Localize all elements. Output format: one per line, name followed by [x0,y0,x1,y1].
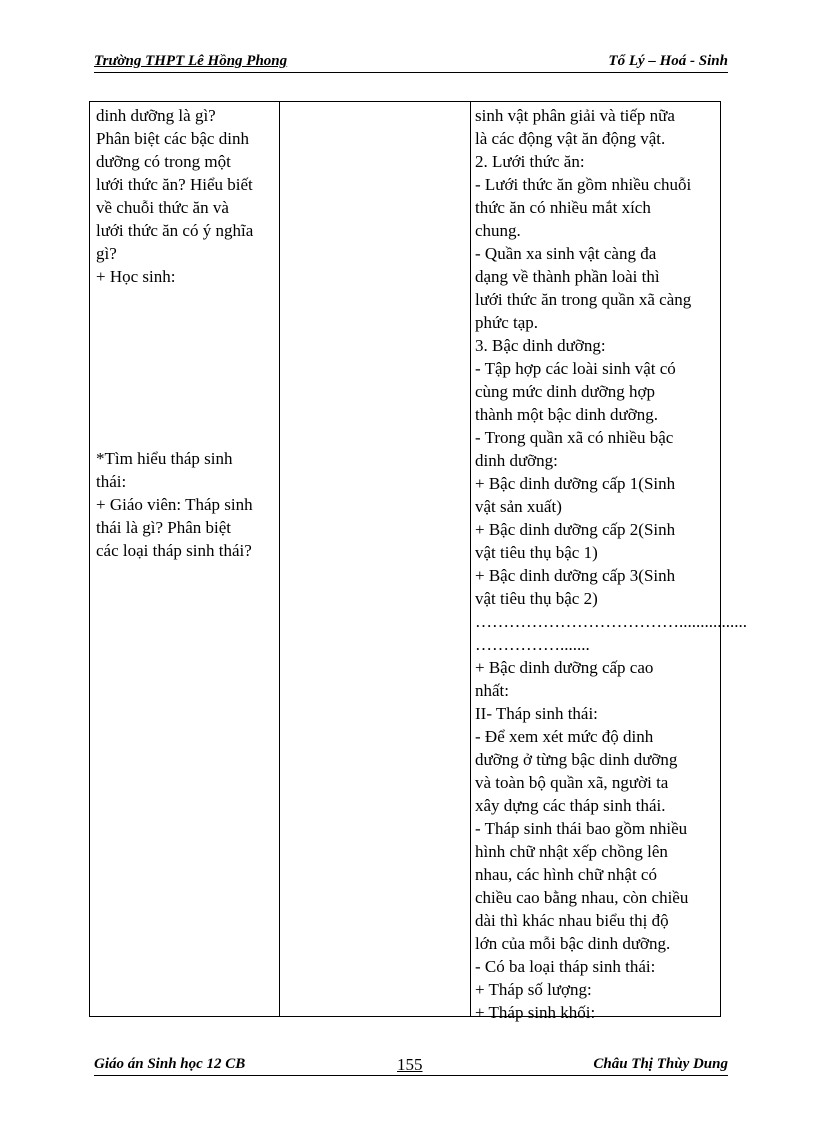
text-line: - Trong quần xã có nhiều bậc [475,428,674,447]
text-line: vật sản xuất) [475,497,562,516]
text-line: gì? [96,244,117,263]
text-line: chiều cao bằng nhau, còn chiều [475,888,689,907]
text-line: lưới thức ăn có ý nghĩa [96,221,254,240]
text-line: nhất: [475,681,509,700]
text-line: dưỡng có trong một [96,152,231,171]
text-line: và toàn bộ quần xã, người ta [475,773,669,792]
content-block [475,102,747,1024]
text-line: II- Tháp sinh thái: [475,704,598,723]
text-line: - Lưới thức ăn gồm nhiều chuỗi [475,175,692,194]
text-line: + Bậc dinh dưỡng cấp 3(Sinh [475,566,676,585]
text-line: phức tạp. [475,313,539,332]
text-line: + Học sinh: [96,267,176,286]
text-line: ……………....... [475,635,590,654]
page-header [94,52,728,73]
text-line: dinh dưỡng là gì? [96,106,216,125]
text-line: dài thì khác nhau biểu thị độ [475,911,669,930]
text-line: vật tiêu thụ bậc 2) [475,589,598,608]
text-line: thức ăn có nhiều mắt xích [475,198,651,217]
text-line: lưới thức ăn trong quần xã càng [475,290,692,309]
text-line: hình chữ nhật xếp chồng lên [475,842,668,861]
text-line: Phân biệt các bậc dinh [96,129,249,148]
lesson-plan-title: Giáo án Sinh học 12 CB [94,1056,246,1072]
text-line: sinh vật phân giải và tiếp nữa [475,106,675,125]
page-footer [94,1054,728,1076]
school-name: Trường THPT Lê Hồng Phong [94,53,288,69]
text-line: + Giáo viên: Tháp sinh [96,495,253,514]
middle-column [279,102,471,1016]
text-line: + Bậc dinh dưỡng cấp 1(Sinh [475,474,676,493]
text-line: cùng mức dinh dưỡng hợp [475,382,655,401]
text-line: chung. [475,221,521,240]
activity-block-bottom [96,447,253,562]
text-line: *Tìm hiểu tháp sinh [96,449,233,468]
text-line: 2. Lưới thức ăn: [475,152,585,171]
text-line: - Quần xa sinh vật càng đa [475,244,657,263]
text-line: các loại tháp sinh thái? [96,541,252,560]
text-line: - Tháp sinh thái bao gồm nhiều [475,819,688,838]
page-number: 155 [397,1055,423,1074]
text-line: - Có ba loại tháp sinh thái: [475,957,656,976]
text-line: là các động vật ăn động vật. [475,129,666,148]
text-line: dinh dưỡng: [475,451,558,470]
text-line: xây dựng các tháp sinh thái. [475,796,666,815]
text-line: - Để xem xét mức độ dinh [475,727,654,746]
text-line: dưỡng ở từng bậc dinh dưỡng [475,750,678,769]
text-line: + Bậc dinh dưỡng cấp cao [475,658,654,677]
activity-block-top [96,102,274,288]
teacher-student-activity-column [96,102,274,1016]
text-line: lưới thức ăn? Hiểu biết [96,175,253,194]
text-line: dạng về thành phần loài thì [475,267,660,286]
lesson-table [89,101,747,1022]
text-line: nhau, các hình chữ nhật có [475,865,657,884]
text-line: thái: [96,472,127,491]
text-line: + Tháp số lượng: [475,980,592,999]
text-line: ………………………………................ [475,612,747,631]
footer-rule [94,1075,728,1076]
content-column [475,102,747,1022]
text-line: + Tháp sinh khối: [475,1003,596,1022]
text-line: vật tiêu thụ bậc 1) [475,543,598,562]
department-name: Tổ Lý – Hoá - Sinh [608,53,728,69]
text-line: lớn của mỗi bậc dinh dưỡng. [475,934,671,953]
text-line: + Bậc dinh dưỡng cấp 2(Sinh [475,520,676,539]
text-line: thành một bậc dinh dưỡng. [475,405,658,424]
text-line: về chuỗi thức ăn và [96,198,229,217]
text-line: - Tập hợp các loài sinh vật có [475,359,676,378]
text-line: thái là gì? Phân biệt [96,518,232,537]
author-name: Châu Thị Thùy Dung [593,1056,728,1072]
text-line: 3. Bậc dinh dưỡng: [475,336,606,355]
